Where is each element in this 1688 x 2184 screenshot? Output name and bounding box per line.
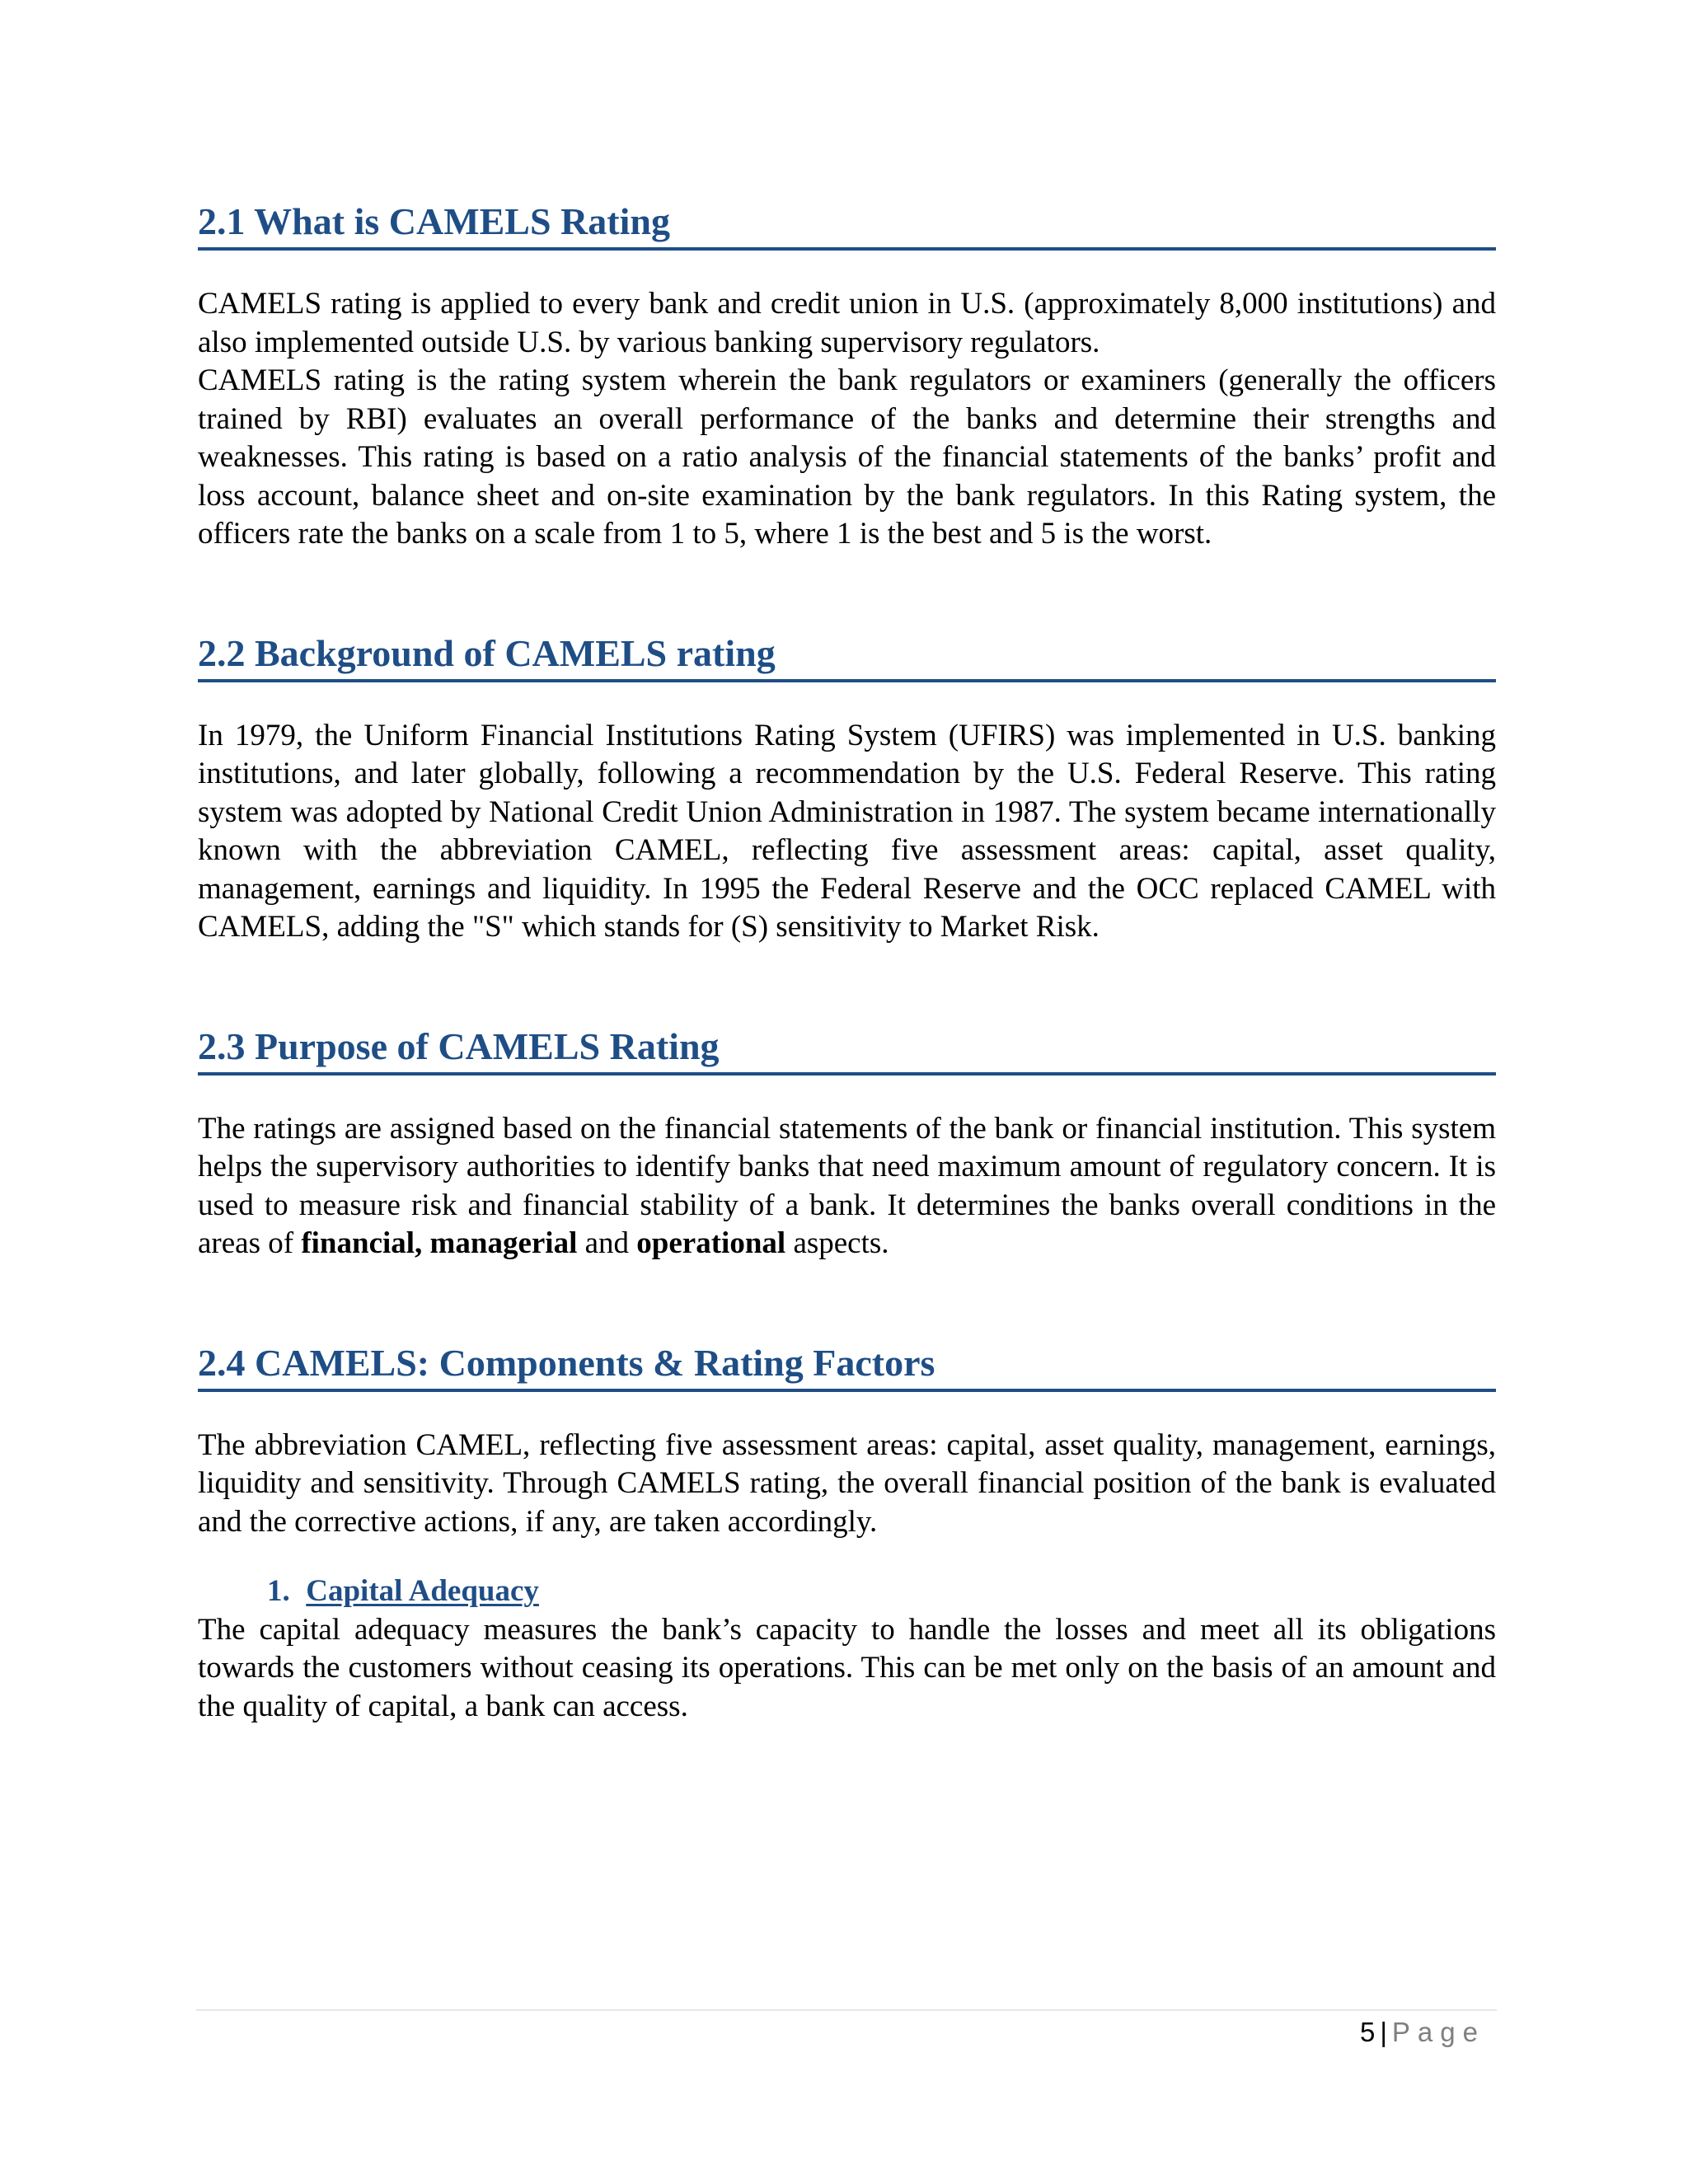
paragraph: CAMELS rating is the rating system wherein the bank regulators or examiners (generally the officers trained by RBI) evaluates an overall performance of the banks and determine their strengths and weaknesses. This rating is based on a ratio analysis of the financial statements of the banks’ profit and loss account, balance sheet and on-site examination by the bank regulators. In this Rating system, the officers rate the banks on a scale from 1 to 5, where 1 is the best and 5 is the worst. — [198, 363, 1496, 551]
section-what-is-camels — [198, 198, 1496, 554]
footer-separator: | — [1380, 2017, 1387, 2047]
bold-text: financial, managerial — [301, 1226, 578, 1260]
paragraph-text: and — [577, 1226, 637, 1260]
subsection-title-capital-adequacy: Capital Adequacy — [306, 1574, 539, 1608]
paragraph: In 1979, the Uniform Financial Institutions Rating System (UFIRS) was implemented in U.S. banking institutions, and later globally, following a recommendation by the U.S. Federal Reserve. This rating system was adopted by National Credit Union Administration in 1987. The system became internationally known with the abbreviation CAMEL, reflecting five assessment areas: capital, asset quality, management, earnings and liquidity. In 1995 the Federal Reserve and the OCC replaced CAMEL with CAMELS, adding the "S" which stands for (S) sensitivity to Market Risk. — [198, 718, 1496, 944]
paragraph-text: aspects. — [785, 1226, 889, 1260]
bold-text: operational — [636, 1226, 786, 1260]
list-number: 1. — [267, 1574, 290, 1608]
section-background — [198, 630, 1496, 947]
paragraph: The capital adequacy measures the bank’s capacity to handle the losses and meet all its obligations towards the customers without ceasing its operations. This can be met only on the basis of an amount and the quality of capital, a bank can access. — [198, 1612, 1496, 1723]
paragraph — [198, 1110, 1496, 1263]
footer-divider — [196, 2009, 1497, 2011]
section-heading: 2.2 Background of CAMELS rating — [198, 630, 1496, 682]
page-label: Page — [1391, 2017, 1485, 2047]
paragraph: CAMELS rating is applied to every bank and credit union in U.S. (approximately 8,000 institutions) and also implemented outside U.S. by various banking supervisory regulators. — [198, 287, 1496, 359]
section-heading: 2.4 CAMELS: Components & Rating Factors — [198, 1339, 1496, 1392]
section-purpose — [198, 1023, 1496, 1263]
document-page — [198, 198, 1496, 1726]
section-components — [198, 1339, 1496, 1727]
paragraph: The abbreviation CAMEL, reflecting five assessment areas: capital, asset quality, management, earnings, liquidity and sensitivity. Through CAMELS rating, the overall financial position of the bank is evaluated and the corrective actions, if any, are taken accordingly. — [198, 1427, 1496, 1539]
section-heading: 2.1 What is CAMELS Rating — [198, 198, 1496, 251]
paragraph-text: The ratings are assigned based on the financial statements of the bank or financial institution. This system helps the supervisory authorities to identify banks that need maximum amount of regulatory concern. It is used to measure risk and financial stability of a bank. It determines the banks overall conditions in the areas of — [198, 1111, 1496, 1260]
subsection-heading — [198, 1572, 1496, 1611]
section-heading: 2.3 Purpose of CAMELS Rating — [198, 1023, 1496, 1076]
page-footer — [1360, 2014, 1485, 2050]
page-number: 5 — [1359, 2017, 1376, 2047]
